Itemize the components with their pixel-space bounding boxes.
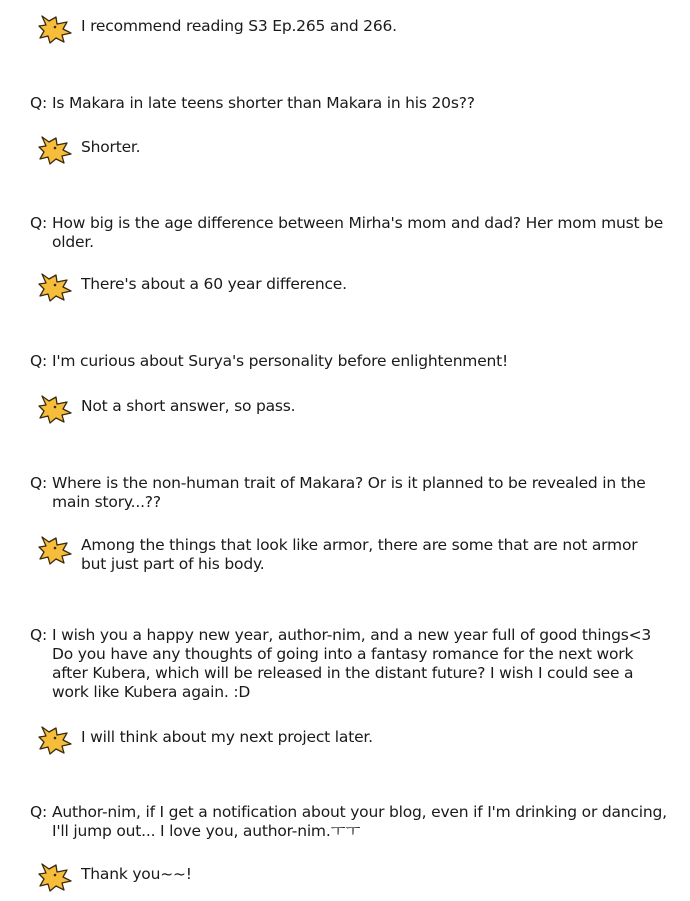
answer-text: Shorter. [81,138,141,156]
answer-block [36,17,656,36]
answer-block [36,397,656,416]
yellow-creature-mascot-icon [36,532,74,566]
question-text: Author-nim, if I get a notification about your blog, even if I'm drinking or dancing, I'll jump out... I love you, author-nim.ㅜㅜ [52,803,667,840]
question-block [30,474,670,512]
yellow-creature-mascot-icon [36,269,74,303]
question-block [30,803,670,841]
answer-block [36,536,656,574]
yellow-creature-mascot-icon [36,11,74,45]
answer-text: I recommend reading S3 Ep.265 and 266. [81,17,397,35]
yellow-creature-mascot-icon [36,859,74,893]
answer-block [36,728,656,747]
question-prefix: Q: [30,214,48,232]
answer-text: I will think about my next project later. [81,728,373,746]
answer-text: There's about a 60 year difference. [81,275,347,293]
yellow-creature-mascot-icon [36,132,74,166]
question-text: I'm curious about Surya's personality before enlightenment! [52,352,509,370]
answer-text: Thank you~~! [81,865,192,883]
question-block [30,352,670,371]
question-text: Is Makara in late teens shorter than Makara in his 20s?? [52,94,475,112]
yellow-creature-mascot-icon [36,391,74,425]
question-prefix: Q: [30,94,48,112]
answer-block [36,865,656,884]
answer-block [36,138,656,157]
question-prefix: Q: [30,626,48,644]
answer-block [36,275,656,294]
question-prefix: Q: [30,803,48,821]
question-prefix: Q: [30,352,48,370]
question-text: I wish you a happy new year, author-nim, and a new year full of good things<3 Do you have any thoughts of going into a fantasy romance for the next work after Kubera, which will be released in the distant future? I wish I could see a work like Kubera again. :D [52,626,652,701]
question-text: How big is the age difference between Mirha's mom and dad? Her mom must be older. [52,214,664,251]
answer-text: Among the things that look like armor, there are some that are not armor but just part of his body. [81,536,638,573]
question-block [30,214,670,252]
question-block [30,94,670,113]
question-block [30,626,670,702]
answer-text: Not a short answer, so pass. [81,397,296,415]
question-prefix: Q: [30,474,48,492]
yellow-creature-mascot-icon [36,722,74,756]
question-text: Where is the non-human trait of Makara? Or is it planned to be revealed in the main story...?? [52,474,646,511]
